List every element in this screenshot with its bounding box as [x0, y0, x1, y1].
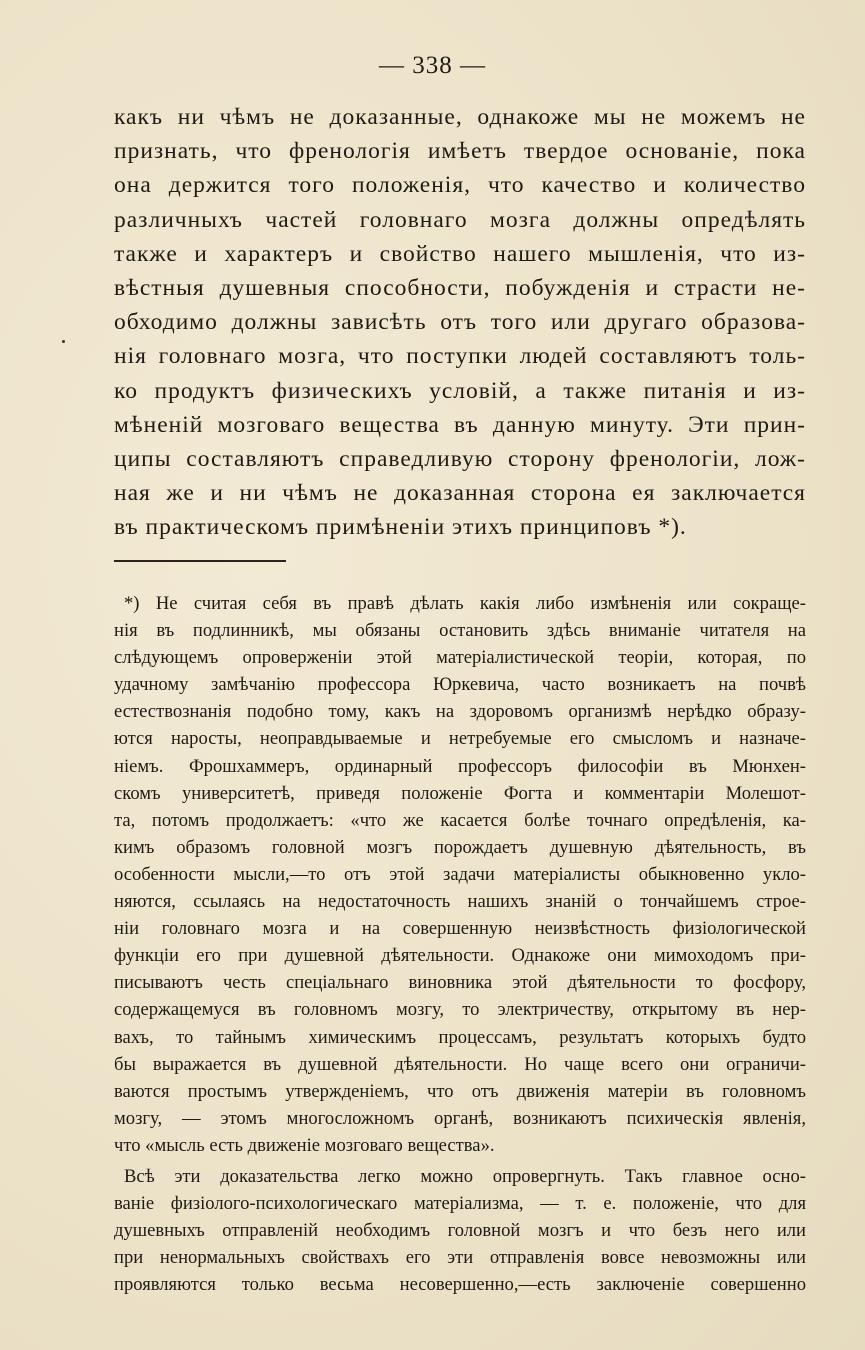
ink-speck	[62, 340, 65, 343]
footnote-line: при ненормальныхъ свойствахъ его эти отправленія вовсе невозможны или	[114, 1247, 806, 1269]
footnote-line: ются наросты, неоправдываемые и нетребуемые его смысломъ и назначе-	[114, 728, 806, 750]
text-line: различныхъ частей головнаго мозга должны опредѣлять	[114, 206, 806, 233]
text-line: обходимо должны зависѣть отъ того или другаго образова-	[114, 309, 806, 336]
footnote-line: мозгу, — этомъ многосложномъ органѣ, возникаютъ психическія явленія,	[114, 1107, 806, 1129]
footnote-line: скомъ университетѣ, приведя положеніе Фогта и комментаріи Молешот-	[114, 782, 806, 804]
footnote-line: ніи головнаго мозга и на совершенную неизвѣстность физіологической	[114, 918, 806, 940]
footnote-line: ніемъ. Фрошхаммеръ, ординарный профессоръ философіи въ Мюнхен-	[114, 755, 806, 777]
text-line: мѣненій мозговаго вещества въ данную минуту. Эти прин-	[114, 411, 806, 438]
footnote-line: писываютъ честь спеціальнаго виновника этой дѣятельности то фосфору,	[114, 972, 806, 994]
text-line: ципы составляютъ справедливую сторону френологіи, лож-	[114, 445, 806, 472]
footnote-line: естествознанія подобно тому, какъ на здоровомъ организмѣ нерѣдко образу-	[114, 701, 806, 723]
footnote-line: кимъ образомъ головной мозгъ порождаетъ душевную дѣятельность, въ	[114, 836, 806, 858]
footnote-line: вахъ, то тайнымъ химическимъ процессамъ, результатъ которыхъ будто	[114, 1026, 806, 1048]
footnote-line: содержащемуся въ головномъ мозгу, то электричеству, открытому въ нер-	[114, 999, 806, 1021]
main-text-block	[114, 100, 806, 544]
text-line: вѣстныя душевныя способности, побужденія и страсти не-	[114, 274, 806, 301]
text-line: нія головнаго мозга, что поступки людей составляютъ толь-	[114, 343, 806, 370]
footnote-line: удачному замѣчанію профессора Юркевича, часто возникаетъ на почвѣ	[114, 674, 806, 696]
text-line: ко продуктъ физическихъ условій, а также питанія и из-	[114, 377, 806, 404]
footnote-line: няются, ссылаясь на недостаточность нашихъ знаній о тончайшемъ строе-	[114, 891, 806, 913]
footnote-line: *) Не считая себя въ правѣ дѣлать какія либо измѣненія или сокраще-	[124, 593, 806, 614]
footnote-line: проявляются только весьма несовершенно,—есть заключеніе совершенно	[114, 1274, 806, 1296]
text-line: она держится того положенія, что качество и количество	[114, 172, 806, 199]
footnote-line: Всѣ эти доказательства легко можно опровергнуть. Такъ главное осно-	[124, 1165, 806, 1187]
text-line: признать, что френологія имѣетъ твердое основаніе, пока	[114, 138, 806, 165]
footnote-line: слѣдующемъ опроверженіи этой матеріалистической теоріи, которая, по	[114, 647, 806, 669]
footnote-line: бы выражается въ душевной дѣятельности. Но чаще всего они ограничи-	[114, 1053, 806, 1075]
page-number: — 338 —	[379, 52, 486, 79]
text-line: также и характеръ и свойство нашего мышленія, что из-	[114, 240, 806, 267]
text-line: въ практическомъ примѣненіи этихъ принциповъ *).	[114, 514, 687, 541]
footnote-line: особенности мысли,—то отъ этой задачи матеріалисты обыкновенно укло-	[114, 863, 806, 885]
footnote-separator	[114, 560, 286, 562]
footnote-line: та, потомъ продолжаетъ: «что же касается болѣе точнаго опредѣленія, ка-	[114, 809, 806, 831]
text-line: какъ ни чѣмъ не доказанные, однакоже мы не можемъ не	[114, 104, 806, 130]
footnote-block	[114, 590, 806, 1298]
text-line: ная же и ни чѣмъ не доказанная сторона ея заключается	[114, 480, 806, 507]
footnote-line: функціи его при душевной дѣятельности. Однакоже они мимоходомъ при-	[114, 945, 806, 967]
footnote-line: душевныхъ отправленій необходимъ головной мозгъ и что безъ него или	[114, 1220, 806, 1242]
footnote-line: ваніе физіолого-психологическаго матеріализма, — т. е. положеніе, что для	[114, 1193, 806, 1215]
footnote-line: нія въ подлинникѣ, мы обязаны остановить здѣсь вниманіе читателя на	[114, 620, 806, 642]
footnote-line: что «мысль есть движеніе мозговаго вещества».	[114, 1134, 495, 1156]
footnote-line: ваются простымъ утвержденіемъ, что отъ движенія матеріи въ головномъ	[114, 1080, 806, 1102]
